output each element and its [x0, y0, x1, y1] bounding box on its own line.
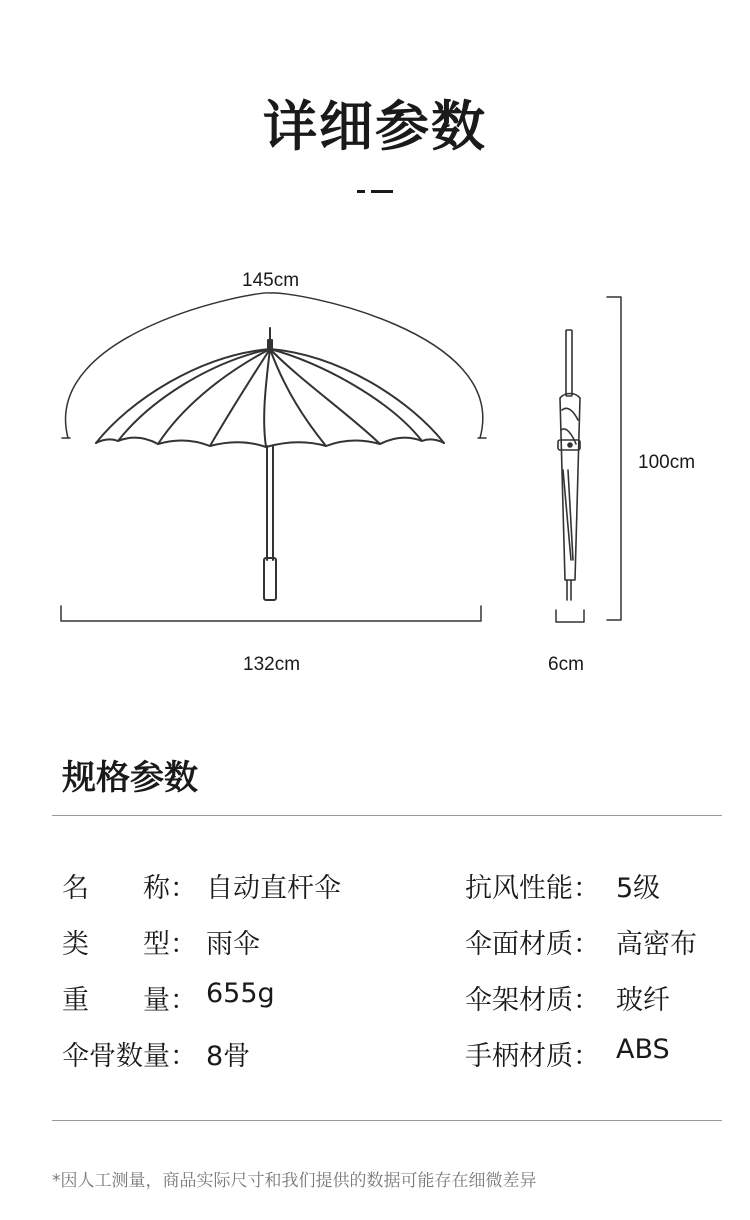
measurement-footnote: *因人工测量，商品实际尺寸和我们提供的数据可能存在细微差异	[52, 1171, 537, 1191]
spec-label-frame: 伞架材质：	[465, 985, 600, 1016]
height-bracket	[607, 297, 621, 620]
spec-label-canopy: 伞面材质：	[465, 929, 600, 960]
width-bracket	[61, 606, 481, 621]
open-width-label: 132cm	[243, 654, 301, 675]
spec-label-weight: 重 量：	[62, 985, 197, 1016]
spec-heading: 规格参数	[62, 758, 198, 798]
closed-diameter-label: 6cm	[548, 654, 584, 675]
spec-label-type: 类 型：	[62, 929, 197, 960]
arc-dimension-line	[66, 293, 483, 438]
spec-value-frame: 玻纤	[616, 985, 670, 1016]
spec-value-handle: ABS	[616, 1034, 670, 1065]
spec-label-ribs: 伞骨数量：	[62, 1041, 197, 1072]
spec-label-name: 名 称：	[62, 873, 197, 904]
diameter-bracket	[556, 610, 584, 622]
spec-label-wind: 抗风性能：	[465, 873, 600, 904]
spec-value-name: 自动直杆伞	[206, 873, 341, 904]
spec-label-handle: 手柄材质：	[465, 1041, 600, 1072]
length-label: 100cm	[638, 452, 696, 473]
spec-value-canopy: 高密布	[616, 929, 697, 960]
spec-value-wind: 5级	[616, 873, 661, 904]
spec-value-ribs: 8骨	[206, 1041, 251, 1072]
page-title: 详细参数	[263, 95, 487, 158]
arc-width-label: 145cm	[242, 270, 300, 291]
open-umbrella-icon	[96, 328, 444, 600]
spec-value-weight: 655g	[206, 978, 275, 1009]
spec-value-type: 雨伞	[206, 929, 260, 960]
divider-top	[52, 815, 722, 816]
divider-bottom	[52, 1120, 722, 1121]
closed-umbrella-icon	[558, 330, 580, 600]
